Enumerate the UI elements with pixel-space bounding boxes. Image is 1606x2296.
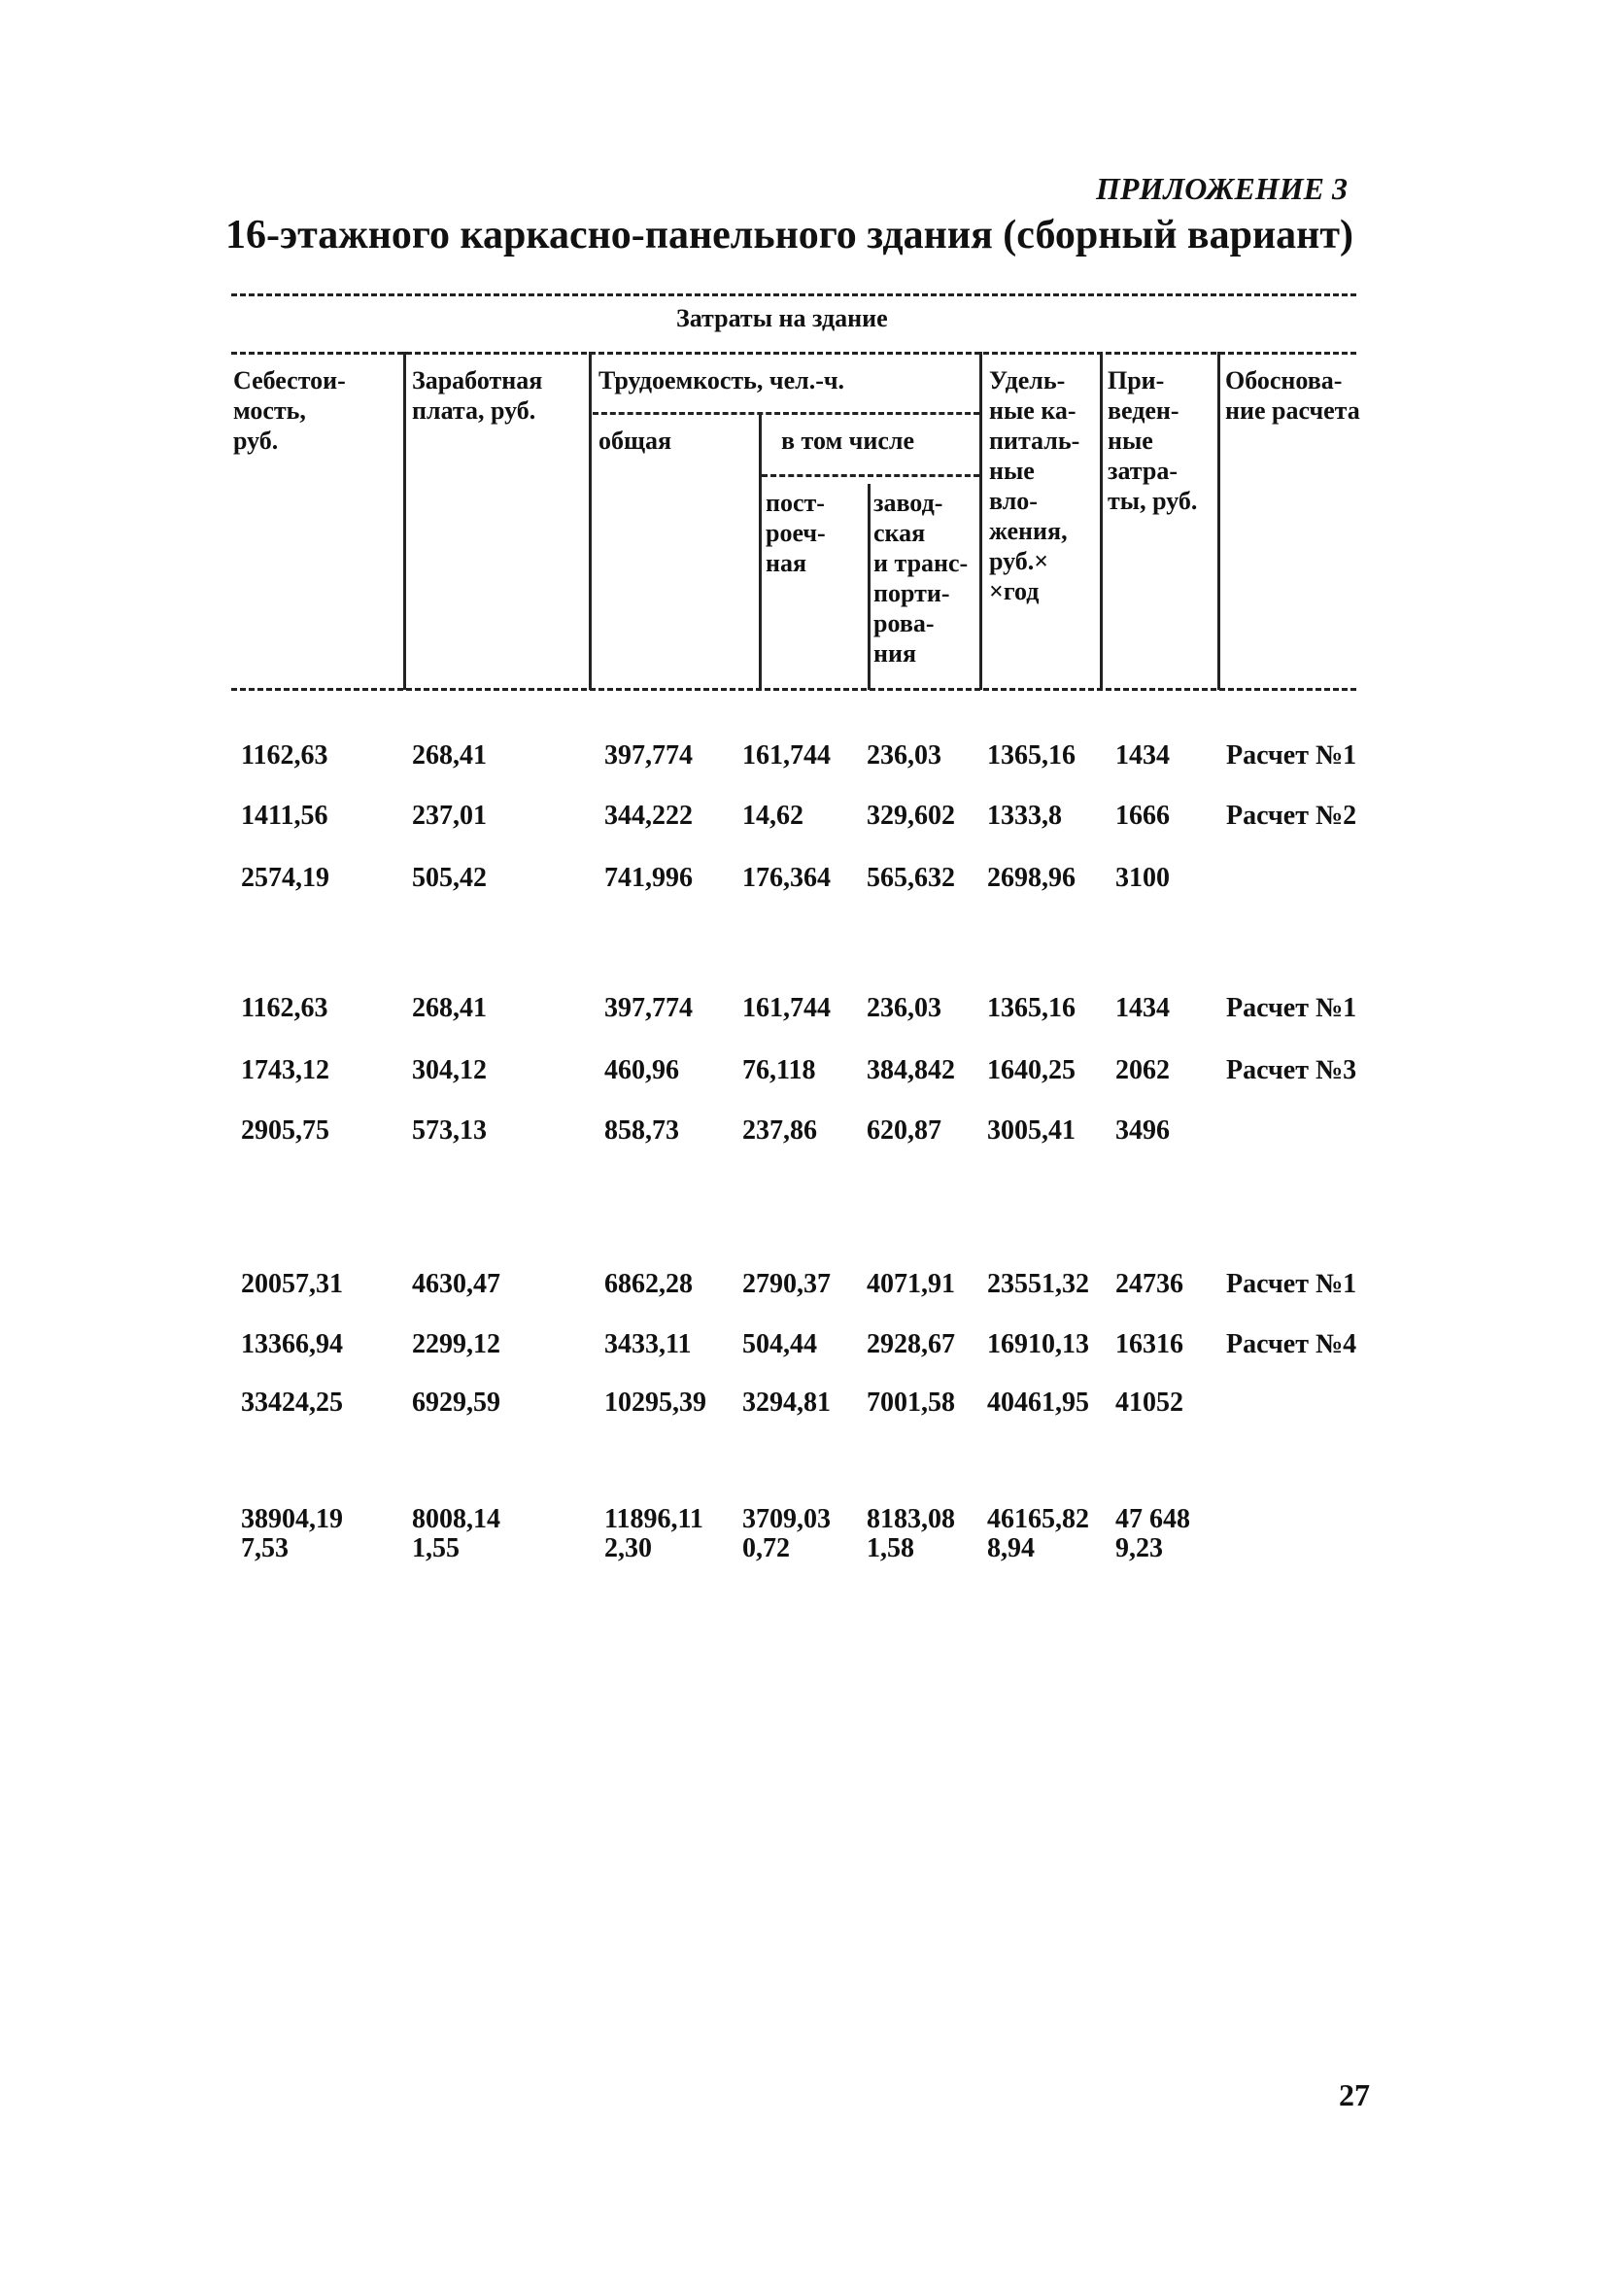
col-reduced-line: ты, руб. bbox=[1108, 487, 1198, 515]
col-reduced-line: ные bbox=[1108, 427, 1153, 455]
table-cell: 23551,32 bbox=[987, 1269, 1089, 1299]
table-cell: 2299,12 bbox=[412, 1329, 500, 1359]
col-divider bbox=[403, 352, 406, 690]
col-labor-factory-line: ния bbox=[873, 639, 917, 668]
table-cell: 3005,41 bbox=[987, 1115, 1076, 1146]
table-cell: 2574,19 bbox=[241, 863, 329, 893]
table-cell: 384,842 bbox=[867, 1055, 955, 1085]
table-cell: 9,23 bbox=[1115, 1533, 1163, 1563]
table-cell: 573,13 bbox=[412, 1115, 487, 1146]
table-cell: 505,42 bbox=[412, 863, 487, 893]
table-cell: 565,632 bbox=[867, 863, 955, 893]
table-cell: 16316 bbox=[1115, 1329, 1183, 1359]
col-capital-line: Удель- bbox=[989, 366, 1066, 394]
col-cost-header bbox=[233, 365, 346, 456]
col-labor-factory-line: ская bbox=[873, 519, 926, 547]
table-cell: 7001,58 bbox=[867, 1388, 955, 1418]
table-cell: Расчет №1 bbox=[1226, 1269, 1357, 1299]
table-cell: Расчет №2 bbox=[1226, 801, 1357, 831]
table-cell: 38904,19 bbox=[241, 1504, 343, 1534]
table-cell: 33424,25 bbox=[241, 1388, 343, 1418]
table-cell: 268,41 bbox=[412, 740, 487, 771]
col-cost-line: мость, bbox=[233, 396, 306, 425]
page-title: 16-этажного каркасно-панельного здания (сборный вариант) bbox=[225, 213, 1353, 257]
col-capital-line: ×год bbox=[989, 577, 1040, 605]
header-bottom-rule bbox=[231, 688, 1356, 691]
table-cell: 236,03 bbox=[867, 993, 941, 1023]
table-cell: 3496 bbox=[1115, 1115, 1170, 1146]
col-reduced-line: затра- bbox=[1108, 457, 1178, 485]
col-labor-factory-line: порти- bbox=[873, 579, 950, 607]
table-cell: 268,41 bbox=[412, 993, 487, 1023]
table-cell: Расчет №4 bbox=[1226, 1329, 1357, 1359]
table-cell: 460,96 bbox=[604, 1055, 679, 1085]
table-cell: Расчет №3 bbox=[1226, 1055, 1357, 1085]
col-capital-line: ные ка- bbox=[989, 396, 1076, 425]
table-cell: 344,222 bbox=[604, 801, 693, 831]
table-cell: 76,118 bbox=[742, 1055, 816, 1085]
col-cost-line: Себестои- bbox=[233, 366, 346, 394]
table-cell: 1365,16 bbox=[987, 993, 1076, 1023]
table-cell: 8008,14 bbox=[412, 1504, 500, 1534]
col-labor-incl-header: в том числе bbox=[781, 427, 914, 455]
col-labor-site-header bbox=[766, 488, 826, 578]
table-cell: 24736 bbox=[1115, 1269, 1183, 1299]
table-cell: 6929,59 bbox=[412, 1388, 500, 1418]
table-cell: 858,73 bbox=[604, 1115, 679, 1146]
col-capital-line: жения, bbox=[989, 517, 1068, 545]
table-cell: 2,30 bbox=[604, 1533, 652, 1563]
col-basis-header bbox=[1225, 365, 1360, 426]
col-divider bbox=[868, 484, 871, 690]
table-cell: 2698,96 bbox=[987, 863, 1076, 893]
table-cell: 620,87 bbox=[867, 1115, 941, 1146]
labor-subrule bbox=[593, 412, 979, 415]
col-reduced-line: веден- bbox=[1108, 396, 1179, 425]
group-header: Затраты на здание bbox=[676, 304, 888, 332]
col-capital-header bbox=[989, 365, 1079, 606]
col-basis-line: Обоснова- bbox=[1225, 366, 1343, 394]
table-cell: 2062 bbox=[1115, 1055, 1170, 1085]
table-cell: 6862,28 bbox=[604, 1269, 693, 1299]
header-top-rule bbox=[231, 293, 1356, 296]
col-reduced-header bbox=[1108, 365, 1197, 516]
header-group-rule bbox=[231, 352, 1356, 355]
table-cell: 397,774 bbox=[604, 740, 693, 771]
col-labor-factory-line: завод- bbox=[873, 489, 943, 517]
col-labor-factory-line: и транс- bbox=[873, 549, 969, 577]
table-cell: 176,364 bbox=[742, 863, 831, 893]
table-cell: 236,03 bbox=[867, 740, 941, 771]
col-divider bbox=[1100, 352, 1103, 690]
table-cell: 1743,12 bbox=[241, 1055, 329, 1085]
table-cell: 2790,37 bbox=[742, 1269, 831, 1299]
table-cell: Расчет №1 bbox=[1226, 740, 1357, 771]
table-cell: 1365,16 bbox=[987, 740, 1076, 771]
table-cell: 1640,25 bbox=[987, 1055, 1076, 1085]
table-cell: 237,01 bbox=[412, 801, 487, 831]
col-divider bbox=[589, 352, 592, 690]
col-labor-total-header: общая bbox=[598, 427, 672, 455]
table-cell: 10295,39 bbox=[604, 1388, 706, 1418]
table-cell: 504,44 bbox=[742, 1329, 817, 1359]
table-cell: 16910,13 bbox=[987, 1329, 1089, 1359]
table-cell: 40461,95 bbox=[987, 1388, 1089, 1418]
page-number: 27 bbox=[1339, 2077, 1370, 2112]
col-labor-factory-header bbox=[873, 488, 968, 668]
col-labor-header: Трудоемкость, чел.-ч. bbox=[598, 366, 845, 394]
table-cell: 304,12 bbox=[412, 1055, 487, 1085]
col-labor-site-line: пост- bbox=[766, 489, 825, 517]
table-cell: 8183,08 bbox=[867, 1504, 955, 1534]
table-cell: 46165,82 bbox=[987, 1504, 1089, 1534]
col-wage-line: плата, руб. bbox=[412, 396, 536, 425]
table-cell: 13366,94 bbox=[241, 1329, 343, 1359]
col-labor-site-line: роеч- bbox=[766, 519, 826, 547]
table-cell: 1,55 bbox=[412, 1533, 460, 1563]
table-cell: 1434 bbox=[1115, 993, 1170, 1023]
table-cell: 0,72 bbox=[742, 1533, 790, 1563]
table-cell: 397,774 bbox=[604, 993, 693, 1023]
table-cell: 2905,75 bbox=[241, 1115, 329, 1146]
table-cell: 2928,67 bbox=[867, 1329, 955, 1359]
table-cell: 161,744 bbox=[742, 740, 831, 771]
table-cell: 14,62 bbox=[742, 801, 803, 831]
table-cell: 1333,8 bbox=[987, 801, 1062, 831]
table-cell: 3294,81 bbox=[742, 1388, 831, 1418]
table-cell: 1411,56 bbox=[241, 801, 328, 831]
col-divider bbox=[979, 352, 982, 690]
table-cell: 741,996 bbox=[604, 863, 693, 893]
col-wage-line: Заработная bbox=[412, 366, 543, 394]
col-labor-site-line: ная bbox=[766, 549, 807, 577]
table-cell: 41052 bbox=[1115, 1388, 1183, 1418]
table-cell: 3100 bbox=[1115, 863, 1170, 893]
table-cell: 20057,31 bbox=[241, 1269, 343, 1299]
table-cell: 4071,91 bbox=[867, 1269, 955, 1299]
table-cell: 3709,03 bbox=[742, 1504, 831, 1534]
col-labor-factory-line: рова- bbox=[873, 609, 935, 637]
table-cell: 47 648 bbox=[1115, 1504, 1190, 1534]
table-cell: 8,94 bbox=[987, 1533, 1035, 1563]
table-cell: Расчет №1 bbox=[1226, 993, 1357, 1023]
table-cell: 1666 bbox=[1115, 801, 1170, 831]
table-cell: 11896,11 bbox=[604, 1504, 703, 1534]
col-capital-line: вло- bbox=[989, 487, 1038, 515]
col-capital-line: питаль- bbox=[989, 427, 1080, 455]
table-cell: 4630,47 bbox=[412, 1269, 500, 1299]
table-cell: 161,744 bbox=[742, 993, 831, 1023]
table-cell: 237,86 bbox=[742, 1115, 817, 1146]
col-basis-line: ние расчета bbox=[1225, 396, 1360, 425]
table-cell: 1,58 bbox=[867, 1533, 914, 1563]
col-reduced-line: При- bbox=[1108, 366, 1165, 394]
table-cell: 1162,63 bbox=[241, 740, 328, 771]
col-capital-line: ные bbox=[989, 457, 1035, 485]
col-wage-header bbox=[412, 365, 542, 426]
col-capital-line: руб.× bbox=[989, 547, 1049, 575]
table-cell: 3433,11 bbox=[604, 1329, 692, 1359]
table-cell: 7,53 bbox=[241, 1533, 289, 1563]
table-cell: 1434 bbox=[1115, 740, 1170, 771]
table-cell: 329,602 bbox=[867, 801, 955, 831]
appendix-label: ПРИЛОЖЕНИЕ 3 bbox=[1096, 171, 1349, 206]
col-divider bbox=[759, 414, 762, 690]
labor-incl-subrule bbox=[762, 474, 979, 477]
table-cell: 1162,63 bbox=[241, 993, 328, 1023]
col-cost-line: руб. bbox=[233, 427, 279, 455]
col-divider bbox=[1217, 352, 1220, 690]
